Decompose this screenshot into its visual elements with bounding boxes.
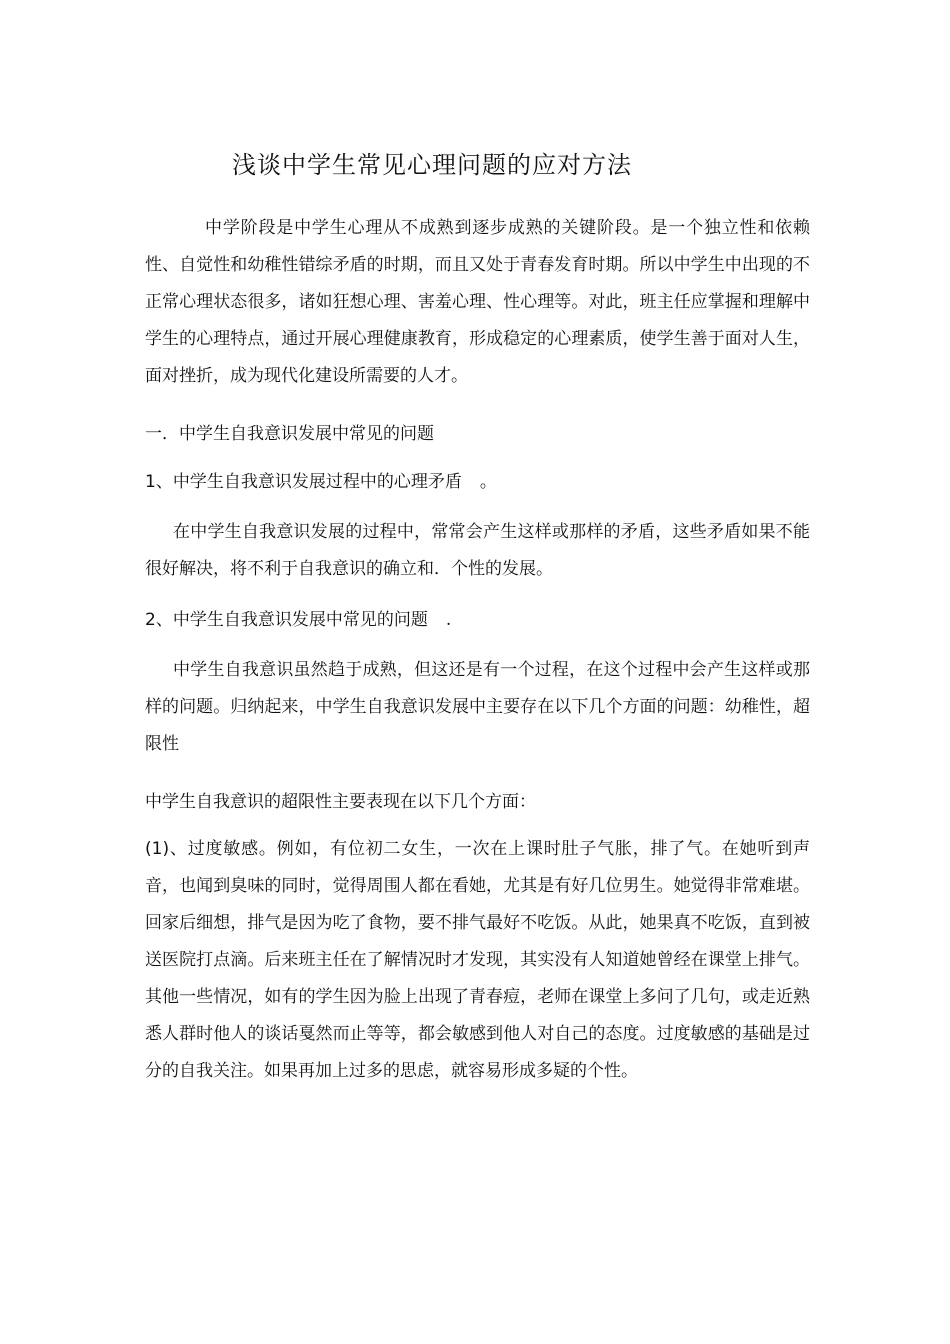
subsection-heading-2 (145, 602, 451, 639)
item-number: (1) (145, 839, 170, 859)
subsection-title: 、中学生自我意识发展过程中的心理矛盾 (155, 472, 462, 492)
subsection-heading-1 (145, 464, 497, 501)
subsection-tail: . (445, 610, 452, 630)
subsection-1-paragraph: 在中学生自我意识发展的过程中，常常会产生这样或那样的矛盾，这些矛盾如果不能很好解决，将不利于自我意识的确立和．个性的发展。 (145, 522, 810, 579)
intro-paragraph: 中学阶段是中学生心理从不成熟到逐步成熟的关键阶段。是一个独立性和依赖性、自觉性和幼稚性错综矛盾的时期，而且又处于青春发育时期。所以中学生中出现的不正常心理状态很多，诸如狂想心理、害羞心理、性心理等。对此，班主任应掌握和理解中学生的心理特点，通过开展心理健康教育，形成稳定的心理素质，使学生善于面对人生，面对挫折，成为现代化建设所需要的人才。 (145, 218, 810, 386)
item-text: 、过度敏感。例如，有位初二女生，一次在上课时肚子气胀，排了气。在她听到声音，也闻到臭味的同时，觉得周围人都在看她，尤其是有好几位男生。她觉得非常难堪。回家后细想，排气是因为吃了食物，要不排气最好不吃饭。从此，她果真不吃饭，直到被送医院打点滴。后来班主任在了解情况时才发现，其实没有人知道她曾经在课堂上排气。其他一些情况，如有的学生因为脸上出现了青春痘，老师在课堂上多问了几句，或走近熟悉人群时他人的谈话戛然而止等等，都会敏感到他人对自己的态度。过度敏感的基础是过分的自我关注。如果再加上过多的思虑，就容易形成多疑的个性。 (145, 839, 810, 1081)
document-title: 浅谈中学生常见心理问题的应对方法 (232, 151, 632, 179)
item-1-paragraph (145, 831, 810, 1090)
subsection-tail: 。 (479, 472, 497, 492)
subsection-number: 2 (145, 610, 156, 630)
superlimit-intro: 中学生自我意识的超限性主要表现在以下几个方面： (145, 792, 536, 812)
section-heading-1: 一．中学生自我意识发展中常见的问题 (145, 424, 434, 444)
subsection-title: 、中学生自我意识发展中常见的问题 (155, 610, 428, 630)
subsection-number: 1 (145, 472, 156, 492)
subsection-2-paragraph: 中学生自我意识虽然趋于成熟，但这还是有一个过程，在这个过程中会产生这样或那样的问题。归纳起来，中学生自我意识发展中主要存在以下几个方面的问题：幼稚性，超限性 (145, 660, 810, 754)
